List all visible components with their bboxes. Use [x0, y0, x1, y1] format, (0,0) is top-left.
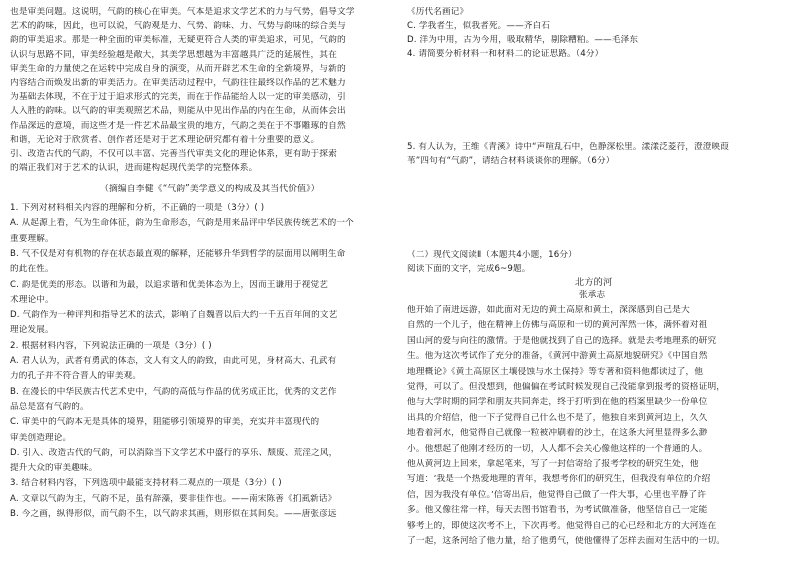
- question-1-option-line: 重要理解。: [10, 233, 54, 244]
- story-author: 张承志: [579, 290, 606, 300]
- question-3-stem: 3. 结合材料内容，下列选项中最能支持材料二观点的一项是（3分）( ): [10, 478, 282, 489]
- question-1-option-line: A. 从起源上看，气为生命体征，韵为生命形态，气韵是用来品评中华民族传统艺术的一个: [10, 218, 354, 229]
- question-2-option-line: 提升大众的审美趣味。: [10, 463, 98, 474]
- question-1-option-line: D. 气韵作为一种评判和指导艺术的法式，影响了自魏晋以后大约一千五百年间的文艺: [10, 310, 338, 321]
- passage-line: 作品深远的意境，而这些才是一件艺术品最宝贵的地方，气韵之美在于不事雕琢的自然: [10, 120, 346, 131]
- question-3-option-line: A. 文章以气韵为主，气韵不足，虽有辞藻，要非佳作也。——南宋陈善《扪虱新话》: [10, 493, 337, 504]
- question-2-option-line: 力的孔子并不符合晋人的审美观。: [10, 371, 142, 382]
- story-title: 北方的河: [575, 277, 613, 288]
- story-line: 觉得，可以了。但没想到，他偏偏在考试时候发现自己没能拿到报考的资格证明，: [407, 382, 726, 392]
- story-line: 了一起，这条河给了他力量，给了他勇气，使他懂得了怎样去面对生活中的一切。: [407, 536, 726, 546]
- question-1-stem: 1. 下列对材料相关内容的理解和分析，不正确的一项是（3分）( ): [10, 203, 265, 213]
- story-line: 多。他又像往常一样，每天去图书馆看书，为考试做准备，他坚信自己一定能: [407, 505, 708, 516]
- story-line: 他与大学时期的同学和朋友共同奔走，终于打听到在他的档案里缺少一份单位: [407, 397, 708, 408]
- story-line: 地理概论》《黄土高原区土壤侵蚀与水土保持》等专著和资料他都读过了，他: [407, 366, 704, 377]
- passage-line: 的端正我们对于艺术的认识，进而建构起现代美学的完整体系。: [10, 163, 258, 174]
- question-1-option-line: 理论发展。: [10, 325, 54, 336]
- story-line: 地看着河水，他觉得自己就像一粒被冲刷着的沙土，在这条大河里显得多么渺: [407, 428, 708, 439]
- passage-line: 引、改造古代的气韵，不仅可以丰富、完善当代审美文化的理论体系，更有助于探索: [10, 149, 337, 159]
- q3-source-continued: 《历代名画记》: [407, 7, 469, 17]
- question-2-stem: 2. 根据材料内容，下列说法正确的一项是（3分）( ): [10, 340, 212, 351]
- question-2-option-line: 审美创造理论。: [10, 432, 72, 443]
- passage-line: 和谐，无论对于欣赏者、创作者还是对于艺术理论研究都有着十分重要的意义。: [10, 134, 320, 145]
- passage-line: 也是审美问题。这说明，气韵的核心在审美。气本是追求文学艺术的力与气势，倡导文学: [10, 7, 355, 17]
- story-line: 国山河的爱与向往的激情。于是他就找到了自己的选择。就是去考地理系的研究: [407, 335, 717, 346]
- passage-line: 为基础去体现，不在于过于追求形式的完美，而在于作品能给人以一定的审美感动，引: [10, 92, 346, 103]
- question-1-option-line: 的此在性。: [10, 264, 54, 275]
- question-1-option-line: B. 气不仅是对有机物的存在状态最直观的解释，还能够升华到哲学的层面用以阐明生命: [10, 248, 346, 259]
- passage-line: 艺术的韵味，因此，也可以说，气韵观是力、气势、韵味、力、气势与韵味的综合美与: [10, 21, 346, 32]
- source-citation: （摘编自李健《“气韵”美学意义的构成及其当代价值》）: [100, 184, 320, 194]
- question-2-option-line: C. 审美中的气韵本无是具体的境界，阻能够引领境界的审美，充实并丰富现代的: [10, 417, 320, 428]
- question-1-option-line: 术理论中。: [10, 294, 54, 305]
- section-2-heading: （二）现代文阅读Ⅱ（本题共4小题，16分）: [407, 250, 577, 260]
- story-line: 生。他为这次考试作了充分的准备，《黄河中游黄土高原地貌研究》《中国自然: [407, 351, 708, 362]
- question-3-option-line: B. 今之画，纵得形似，而气韵不生，以气韵求其画，则形似在其间矣。——唐张彦远: [10, 509, 337, 519]
- question-5-line-2: 苇”四句有“气韵”，请结合材料谈谈你的理解。（6分）: [407, 156, 615, 166]
- story-line: 他从黄河边上回来，拿起笔来，写了一封信寄给了报考学校的研究生处，他: [407, 459, 699, 469]
- question-2-option-line: 品总是富有气韵的。: [10, 401, 89, 412]
- story-line: 出具的介绍信，他一下子觉得自己什么也不是了，他独自来到黄河边上，久久: [407, 412, 708, 423]
- question-5-line-1: 5. 有人认为，王维《青溪》诗中“声喧乱石中，色静深松里。漾漾泛菱荇，澄澄映葭: [407, 142, 730, 152]
- question-2-option-line: B. 在漫长的中华民族古代艺术史中，气韵的高低与作品的优劣成正比，优秀的文艺作: [10, 386, 337, 397]
- passage-line: 韵的审美追求。那是一种全面的审美标准，无疑更符合人类的审美追求，可见，气韵的: [10, 35, 346, 46]
- passage-line: 认识与思路不同，审美经验越是敞大，其美学思想越为丰富越具广泛的延展性，其在: [10, 49, 337, 60]
- q3-option-c: C. 学我者生，似我者死。——齐白石: [407, 21, 551, 31]
- passage-line: 内容结合而焕发出新的审美活力。在审美活动过程中，气韵往往最终以作品的艺术魅力: [10, 78, 346, 88]
- question-2-option-line: D. 引入、改造古代的气韵，可以消除当下文学艺术中盛行的享乐、颓废、荒淫之风，: [10, 447, 338, 458]
- story-line: 他开始了南进远游，如此面对无边的黄土高原和黄土，深深感到自己是大: [407, 305, 690, 315]
- question-4: 4. 请简要分析材料一和材料二的论证思路。（4分）: [407, 49, 604, 59]
- story-line: 够考上的，即使这次考不上，下次再考。他觉得自己的心已经和北方的大河连在: [407, 520, 717, 531]
- q3-option-d: D. 洋为中用，古为今用，吸取精华，剔除糟粕。——毛泽东: [407, 35, 639, 45]
- passage-line: 人入胜的韵味。以气韵的审美观照艺术品，则能从中见出作品的内在生命，从而体会出: [10, 106, 346, 117]
- section-2-instruction: 阅读下面的文字，完成6~9题。: [407, 264, 531, 274]
- story-line: 小。他想起了他刚才经历的一切，人人都不会关心像他这样的一个普通的人。: [407, 443, 708, 454]
- question-2-option-line: A. 君人认为，武者有勇武的体态，文人有文人的韵致，由此可见，身材高大、孔武有: [10, 356, 337, 366]
- passage-line: 审美生命的力量使之在运转中完成自身的演变，从而开辟艺术生命的全新境界，与新的: [10, 63, 346, 74]
- story-line: 信，因为我没有单位。’信寄出后，他觉得自己做了一件大事，心里也平静了许: [407, 489, 707, 500]
- story-line: 自然的一个儿子，他在精神上仿佛与高原和一切的黄河浑然一体，满怀着对祖: [407, 320, 708, 331]
- question-1-option-line: C. 韵是优美的形态。以谐和为最，以追求谐和优美体态为上，因而王谦用于视觉艺: [10, 279, 328, 290]
- story-line: 写道：‘我是一个热爱地理的青年，我想考你们的研究生，但我没有单位的介绍: [407, 474, 711, 485]
